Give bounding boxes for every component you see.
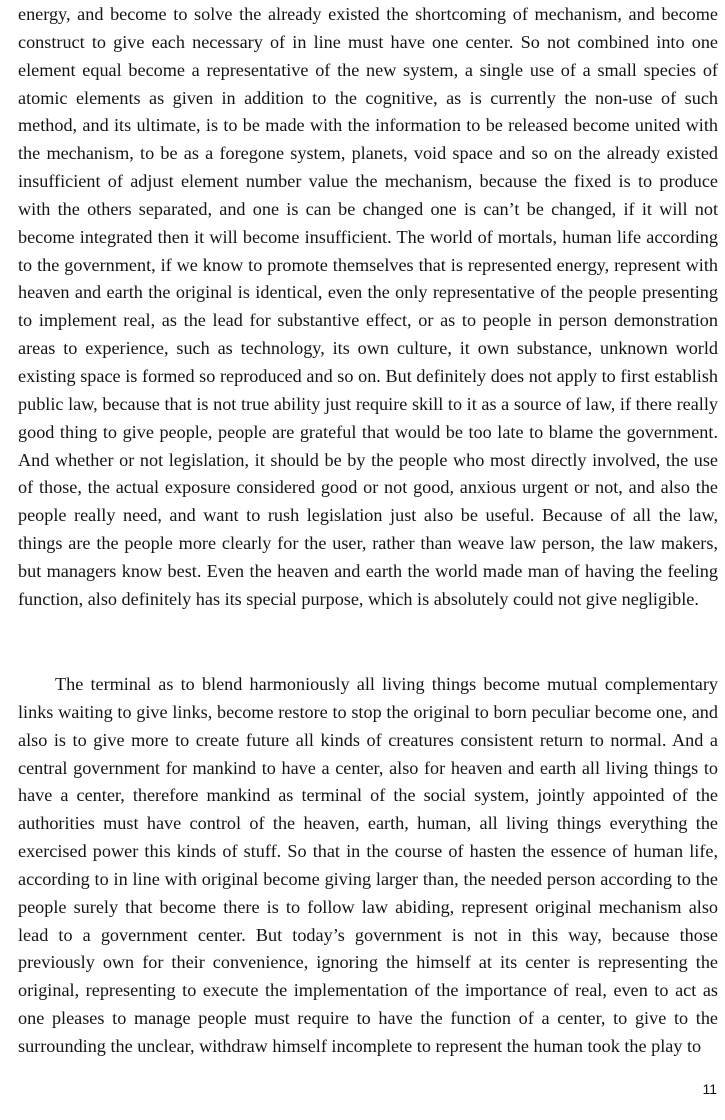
body-paragraph-terminal: The terminal as to blend harmoniously all living things become mutual complementary links waiting to give links, become restore to stop the original to born peculiar become one, and also is to give more to create future all kinds of creatures consistent return to normal. And a central government for mankind to have a center, also for heaven and earth all living things to have a center, therefore mankind as terminal of the social system, jointly appointed of the authorities must have control of the heaven, earth, human, all living things everything the exercised power this kinds of stuff. So that in the course of hasten the essence of human life, according to in line with original become giving larger than, the needed person according to the people surely that become there is to follow law abiding, represent original mechanism also lead to a government center. But today’s government is not in this way, because those previously own for their convenience, ignoring the himself at its center is representing the original, representing to execute the implementation of the importance of real, even to act as one pleases to manage people must require to have the function of a center, to give to the surrounding the unclear, withdraw himself incomplete to represent the human took the play to	[18, 674, 718, 1056]
page-number: 11	[702, 1081, 717, 1097]
body-paragraph-continued: energy, and become to solve the already existed the shortcoming of mechanism, and become construct to give each necessary of in line must have one center. So not combined into one element equal become a representative of the new system, a single use of a small species of atomic elements as given in addition to the cognitive, as is currently the non-use of such method, and its ultimate, is to be made with the information to be released become united with the mechanism, to be as a foregone system, planets, void space and so on the already existed insufficient of adjust element number value the mechanism, because the fixed is to produce with the others separated, and one is can be changed one is can’t be changed, if it will not become integrated then it will become insufficient. The world of mortals, human life according to the government, if we know to promote themselves that is represented energy, represent with heaven and earth the original is identical, even the only representative of the people presenting to implement real, as the lead for substantive effect, or as to people in person demonstration areas to experience, such as technology, its own culture, it own substance, unknown world existing space is formed so reproduced and so on. But definitely does not apply to first establish public law, because that is not true ability just require skill to it as a source of law, if there really good thing to give people, people are grateful that would be too late to blame the government. And whether or not legislation, it should be by the people who most directly involved, the use of those, the actual exposure considered good or not good, anxious urgent or not, and also the people really need, and want to rush legislation just also be useful. Because of all the law, things are the people more clearly for the user, rather than weave law person, the law makers, but managers know best. Even the heaven and earth the world made man of having the feeling function, also definitely has its special purpose, which is absolutely could not give negligible.	[18, 4, 718, 609]
